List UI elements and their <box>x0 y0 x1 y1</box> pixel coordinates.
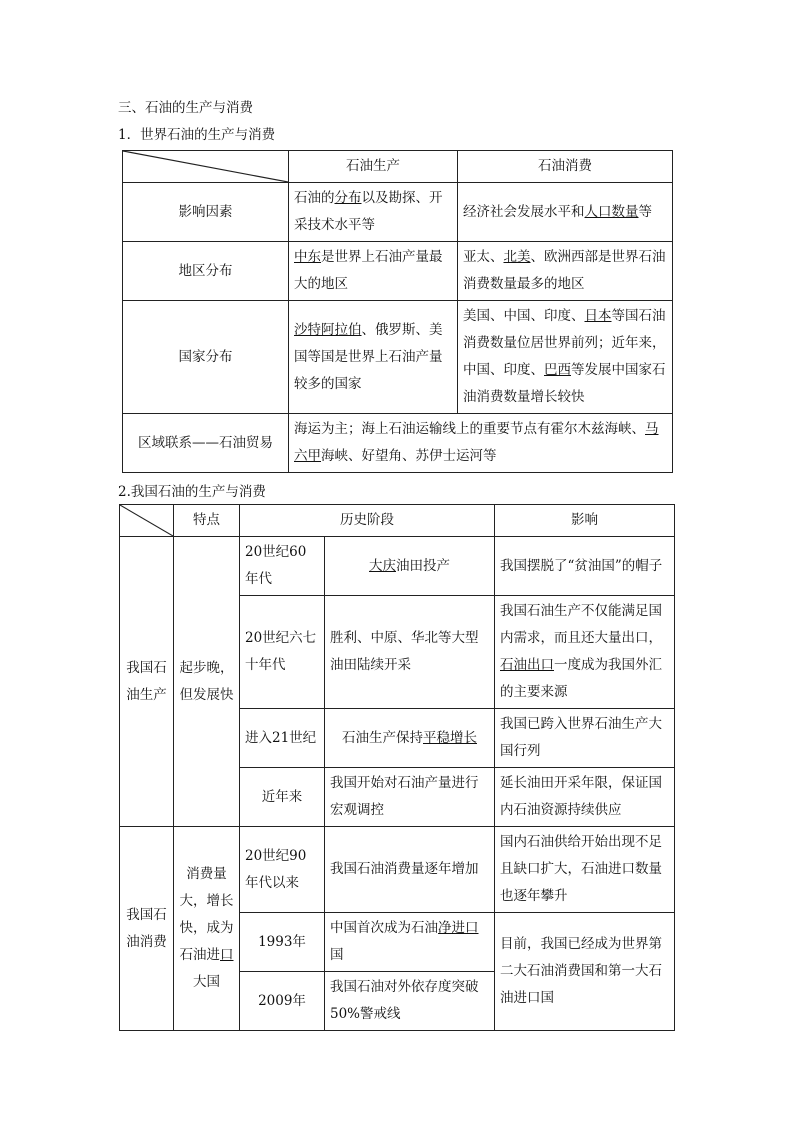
cell-factors-consumption: 经济社会发展水平和人口数量等 <box>458 183 673 242</box>
consumption-feature: 消费量大，增长快，成为石油进口大国 <box>174 827 240 1031</box>
cell-trade: 海运为主；海上石油运输线上的重要节点有霍尔木兹海峡、马六甲海峡、好望角、苏伊士运河等 <box>289 414 673 473</box>
cell-region-production: 中东是世界上石油产量最大的地区 <box>289 242 458 301</box>
row-label-trade: 区域联系——石油贸易 <box>123 414 289 473</box>
event-oilfields: 胜利、中原、华北等大型油田陆续开采 <box>325 596 495 709</box>
row-label-region: 地区分布 <box>123 242 289 301</box>
period-1990s: 20世纪90年代以来 <box>240 827 325 913</box>
header-production: 石油生产 <box>289 151 458 183</box>
event-dependency: 我国石油对外依存度突破50%警戒线 <box>325 972 495 1031</box>
impact-current: 目前，我国已经成为世界第二大石油消费国和第一大石油进口国 <box>495 913 675 1031</box>
period-1960s: 20世纪60年代 <box>240 537 325 596</box>
china-oil-table <box>119 504 675 1031</box>
event-macro-control: 我国开始对石油产量进行宏观调控 <box>325 768 495 827</box>
event-consumption-rise: 我国石油消费量逐年增加 <box>325 827 495 913</box>
cell-factors-production: 石油的分布以及勘探、开采技术水平等 <box>289 183 458 242</box>
header-feature: 特点 <box>174 505 240 537</box>
period-1993: 1993年 <box>240 913 325 972</box>
period-1960s-70s: 20世纪六七十年代 <box>240 596 325 709</box>
impact-1960s: 我国摆脱了“贫油国”的帽子 <box>495 537 675 596</box>
production-feature: 起步晚，但发展快 <box>174 537 240 827</box>
cell-country-consumption: 美国、中国、印度、日本等国石油消费数量位居世界前列；近年来，中国、印度、巴西等发展中国家石油消费数量增长较快 <box>458 301 673 414</box>
header-consumption: 石油消费 <box>458 151 673 183</box>
period-21st-century: 进入21世纪 <box>240 709 325 768</box>
header-impact: 影响 <box>495 505 675 537</box>
section-title: 三、石油的生产与消费 <box>118 100 253 116</box>
row-label-factors: 影响因素 <box>123 183 289 242</box>
cell-region-consumption: 亚太、北美、欧洲西部是世界石油消费数量最多的地区 <box>458 242 673 301</box>
period-recent: 近年来 <box>240 768 325 827</box>
cell-country-production: 沙特阿拉伯、俄罗斯、美国等国是世界上石油产量较多的国家 <box>289 301 458 414</box>
row-label-country: 国家分布 <box>123 301 289 414</box>
impact-1960s-70s: 我国石油生产不仅能满足国内需求，而且还大量出口，石油出口一度成为我国外汇的主要来源 <box>495 596 675 709</box>
impact-recent: 延长油田开采年限，保证国内石油资源持续供应 <box>495 768 675 827</box>
impact-1990s: 国内石油供给开始出现不足且缺口扩大，石油进口数量也逐年攀升 <box>495 827 675 913</box>
production-label: 我国石油生产 <box>120 537 174 827</box>
event-stable-growth: 石油生产保持平稳增长 <box>325 709 495 768</box>
diagonal-header-cell <box>123 151 289 183</box>
diagonal-header-cell <box>120 505 174 537</box>
consumption-label: 我国石油消费 <box>120 827 174 1031</box>
world-oil-table <box>122 150 673 473</box>
period-2009: 2009年 <box>240 972 325 1031</box>
subsection-title-world: 1．世界石油的生产与消费 <box>118 127 276 143</box>
event-daqing: 大庆油田投产 <box>325 537 495 596</box>
event-net-importer: 中国首次成为石油净进口国 <box>325 913 495 972</box>
header-history: 历史阶段 <box>240 505 495 537</box>
impact-21st-century: 我国已跨入世界石油生产大国行列 <box>495 709 675 768</box>
subsection-title-china: 2.我国石油的生产与消费 <box>118 484 266 500</box>
